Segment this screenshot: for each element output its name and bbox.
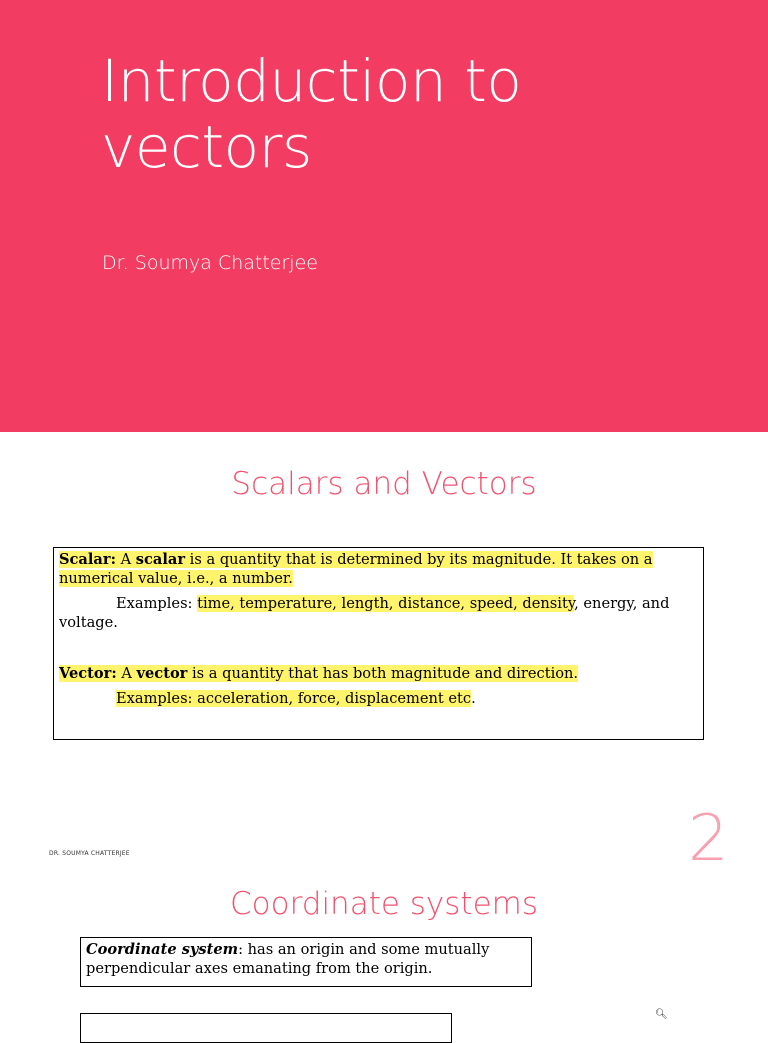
scalars-vectors-slide	[0, 432, 768, 876]
vector-examples	[59, 689, 698, 708]
scalar-examples	[59, 594, 698, 632]
vector-def-text: is a quantity that has both magnitude and direction.	[187, 665, 579, 682]
vector-term: Vector:	[59, 665, 117, 682]
author-name: Dr. Soumya Chatterjee	[102, 252, 318, 274]
vector-definition	[59, 664, 698, 683]
vector-article: A	[116, 665, 137, 682]
coordinate-def-text: : has an origin and some mutually perpendicular axes emanating from the origin.	[86, 941, 490, 977]
page-number: 2	[688, 802, 729, 876]
magnifier-icon[interactable]: 🔍︎	[655, 1009, 668, 1020]
scalar-definition	[59, 550, 698, 588]
slide-title-line-2: vectors	[101, 113, 312, 181]
scalar-article: A	[115, 551, 136, 568]
content-box	[80, 1013, 452, 1043]
slide-title-line-1: Introduction to	[101, 47, 522, 115]
vector-word: vector	[136, 665, 188, 682]
slide-heading: Scalars and Vectors	[231, 466, 537, 502]
scalar-examples-rest: , energy, and voltage.	[59, 595, 670, 631]
title-slide	[0, 0, 768, 432]
vector-examples-end: .	[471, 690, 476, 707]
coordinate-definition-box	[80, 937, 532, 987]
scalar-word: scalar	[135, 551, 186, 568]
definition-box	[53, 547, 704, 740]
scalar-examples-label: Examples:	[116, 595, 198, 612]
vector-examples-highlighted: Examples: acceleration, force, displacement etc	[116, 690, 472, 707]
slide-title	[101, 48, 721, 180]
coordinate-heading: Coordinate systems	[229, 886, 539, 922]
slide-footer: DR. SOUMYA CHATTERJEE	[49, 850, 130, 857]
scalar-def-text: is a quantity that is determined by its magnitude. It takes on a numerical value, i.e., a number.	[59, 551, 653, 587]
coordinate-term: Coordinate system	[86, 941, 239, 958]
scalar-examples-highlighted: time, temperature, length, distance, speed, density	[197, 595, 575, 612]
scalar-term: Scalar:	[59, 551, 116, 568]
